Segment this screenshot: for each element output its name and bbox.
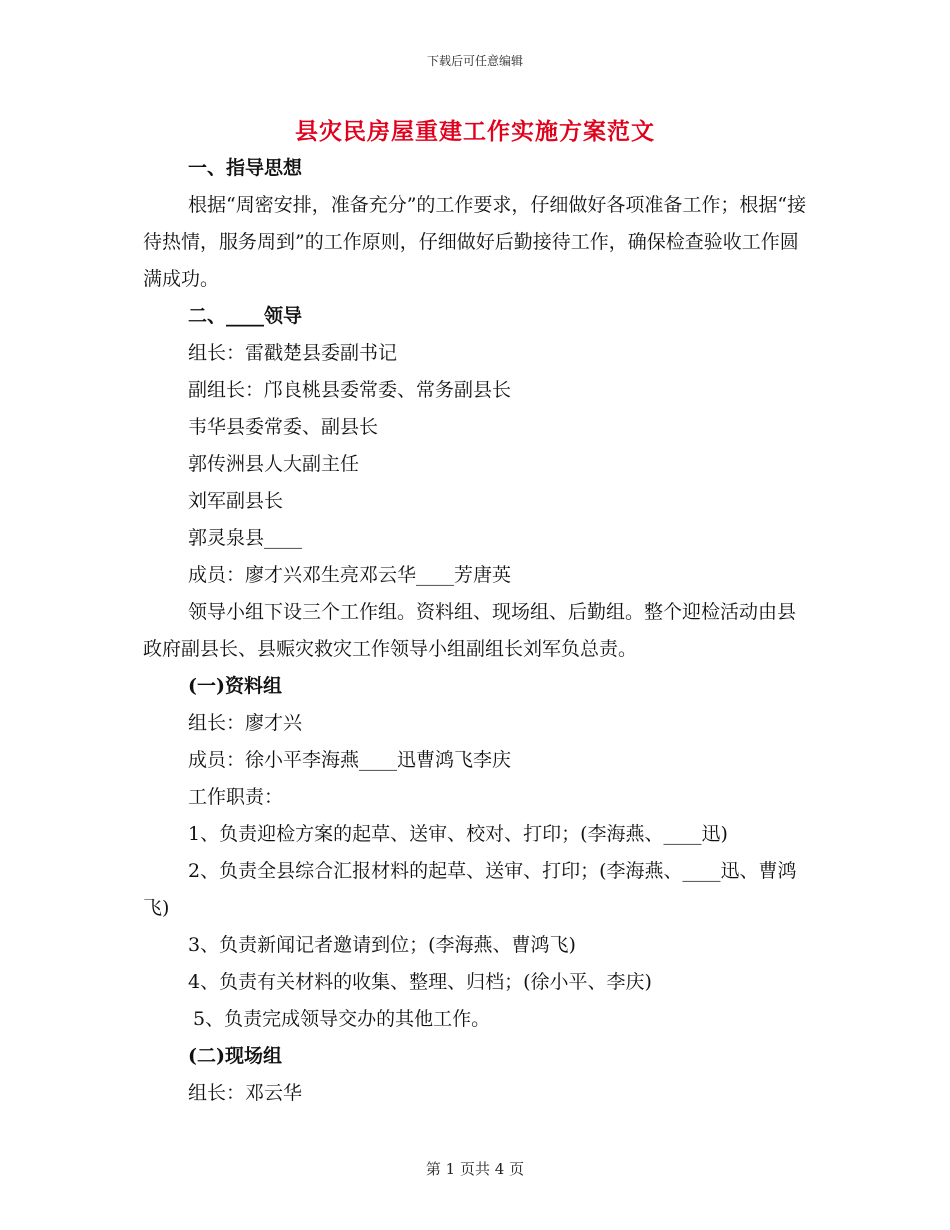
- section-heading: (二)现场组: [188, 1045, 282, 1067]
- paragraph: 工作职责：: [188, 786, 284, 808]
- paragraph: 5、负责完成领导交办的其他工作。: [193, 1008, 491, 1030]
- paragraph: 组长：廖才兴: [188, 712, 303, 734]
- paragraph: 根据“周密安排，准备充分”的工作要求，仔细做好各项准备工作；根据“接待热情，服务周到”的工作原则，仔细做好后勤接待工作，确保检查验收工作圆满成功。: [143, 194, 807, 290]
- paragraph: 刘军副县长: [188, 490, 284, 512]
- header-note: 下载后可任意编辑: [426, 54, 523, 68]
- paragraph: 副组长：邝良桃县委常委、常务副县长: [188, 379, 512, 401]
- paragraph: 1、负责迎检方案的起草、送审、校对、打印；(李海燕、____迅): [188, 823, 728, 845]
- paragraph: 成员：廖才兴邓生亮邓云华____芳唐英: [188, 564, 512, 586]
- paragraph: 郭灵泉县____: [188, 527, 303, 549]
- document-body: [143, 150, 813, 1112]
- paragraph: 2、负责全县综合汇报材料的起草、送审、打印；(李海燕、____迅、曹鸿飞): [143, 860, 797, 919]
- paragraph: 领导小组下设三个工作组。资料组、现场组、后勤组。整个迎检活动由县政府副县长、县赈灾救灾工作领导小组副组长刘军负总责。: [143, 601, 797, 660]
- paragraph: 郭传洲县人大副主任: [188, 453, 360, 475]
- paragraph: 4、负责有关材料的收集、整理、归档；(徐小平、李庆): [188, 971, 652, 993]
- paragraph: 成员：徐小平李海燕____迅曹鸿飞李庆: [188, 749, 512, 771]
- paragraph: 组长：邓云华: [188, 1082, 303, 1104]
- page-footer: 第 1 页共 4 页: [425, 1160, 525, 1178]
- section-heading: 一、指导思想: [188, 157, 303, 179]
- paragraph: 韦华县委常委、副县长: [188, 416, 379, 438]
- section-heading: 二、____领导: [188, 305, 303, 327]
- section-heading: (一)资料组: [188, 675, 282, 697]
- paragraph: 3、负责新闻记者邀请到位；(李海燕、曹鸿飞): [188, 934, 576, 956]
- paragraph: 组长：雷戳楚县委副书记: [188, 342, 398, 364]
- document-title: 县灾民房屋重建工作实施方案范文: [295, 118, 655, 145]
